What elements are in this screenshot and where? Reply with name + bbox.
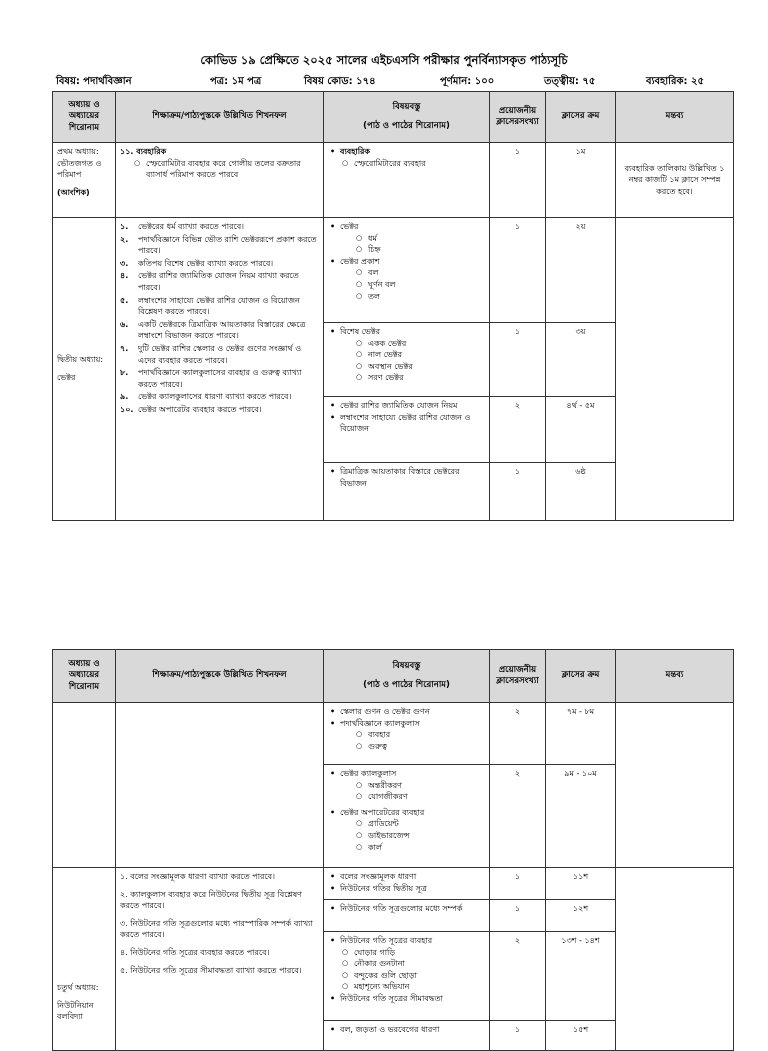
list-item: • বল, জড়তা ও ভরবেগের ধারণা xyxy=(328,1024,485,1036)
list-item: • নিউটনের গতি সূত্রের ব্যবহার xyxy=(328,935,485,947)
class-order: ১১শ xyxy=(546,868,616,900)
class-count: ১ xyxy=(490,323,546,397)
class-count: ১ xyxy=(490,900,546,932)
document-title: কোভিড ১৯ প্রেক্ষিতে ২০২৫ সালের এইচএসসি পরীক্ষার পুনর্বিন্যাসকৃত পাঠ্যসূচি xyxy=(200,53,568,67)
header-class-count-line: প্রয়োজনীয় xyxy=(498,105,537,116)
header-content-line: বিষয়বস্তু xyxy=(392,660,421,671)
chapter-name: চতুর্থ অধ্যায়: xyxy=(57,983,99,993)
list-item: ৯. ভেক্টর ক্যালকুলাসের ধারণা ব্যাখ্যা করতে পারবে। xyxy=(120,392,292,402)
content-cell xyxy=(324,703,490,765)
list-item: • নিউটনের গতি সূত্রের সীমাবদ্ধতা xyxy=(328,993,485,1005)
header-chapter-line: অধ্যায় ও xyxy=(68,99,100,110)
class-count: ১ xyxy=(490,218,546,323)
list-item: • ত্রিমাত্রিক আয়তাকার বিস্তারে ভেক্টরের বিভাজন xyxy=(328,466,485,489)
class-order: ১২শ xyxy=(546,900,616,932)
list-item: ○ ঘূর্ণন বল xyxy=(356,279,485,291)
full-marks-label: পূর্ণমান: ১০০ xyxy=(440,76,495,87)
header-content xyxy=(324,92,490,143)
list-item: ৬. একটি ভেক্টরকে ত্রিমাত্রিক আয়তাকার বিস্তারের ক্ষেত্রে লম্বাংশে বিভাজন করতে পারবে। xyxy=(120,319,306,341)
remark-cell xyxy=(616,218,734,521)
list-item: ○ নাল ভেক্টর xyxy=(356,349,485,361)
list-item: ○ স্ফেরোমিটারের ব্যবহার xyxy=(342,158,485,170)
header-remarks: মন্তব্য xyxy=(616,650,734,703)
table-header-row xyxy=(53,92,734,143)
list-item: ○ ঘোড়ার গাড়ি xyxy=(342,947,485,959)
content-cell xyxy=(324,1021,490,1051)
list-item: ○ গ্রাডিয়েন্ট xyxy=(356,818,485,830)
content-cell xyxy=(324,397,490,463)
list-item: ৩. নিউটনের গতি সূত্রগুলোর মধ্যে পারস্পারিক সম্পর্ক ব্যাখ্যা করতে পারবে। xyxy=(120,918,313,940)
header-content-line: (পাঠ ও পাঠের শিরোনাম) xyxy=(363,121,450,131)
list-item: • নিউটনের গতি সূত্রগুলোর মধ্যে সম্পর্ক xyxy=(328,903,485,915)
chapter-cell xyxy=(53,143,116,218)
list-item: • বিশেষ ভেক্টর xyxy=(328,326,485,338)
header-class-count xyxy=(490,650,546,703)
content-cell xyxy=(324,900,490,932)
list-item: ○ স্ফেরোমিটার ব্যবহার করে গোলীয় তলের বক্রতার ব্যাসার্ধ পরিমাপ করতে পারবে xyxy=(134,158,319,181)
content-cell xyxy=(324,463,490,521)
list-item: • ভেক্টর অপারেটরের ব্যবহার xyxy=(328,807,485,819)
list-item: • ভেক্টর রাশির জ্যামিতিক যোজন নিয়ম xyxy=(328,400,485,412)
list-item: ○ যোগজীকরণ xyxy=(356,791,485,803)
header-outcomes: শিক্ষাক্রম/পাঠ্যপুস্তকে উল্লিখিত শিখনফল xyxy=(116,650,324,703)
list-item: ○ অবস্থান ভেক্টর xyxy=(356,361,485,373)
list-item: ৫. নিউটনের গতি সূত্রের সীমাবদ্ধতা ব্যাখ্যা করতে পারবে। xyxy=(120,965,302,975)
table-header-row xyxy=(53,650,734,703)
header-class-count-line: প্রয়োজনীয় xyxy=(498,664,537,675)
list-item: ○ বল xyxy=(356,267,485,279)
list-item: ○ অন্তরীকরণ xyxy=(356,780,485,792)
class-count: ১ xyxy=(490,1021,546,1051)
list-item: ○ কার্ল xyxy=(356,842,485,854)
chapter-cell xyxy=(53,703,116,868)
syllabus-table-part-2 xyxy=(52,649,734,1051)
practical-marks-label: ব্যবহারিক: ২৫ xyxy=(646,76,705,87)
class-count: ১ xyxy=(490,463,546,521)
chapter-name: নিউটনিয়ান xyxy=(57,1000,94,1010)
class-count: ২ xyxy=(490,397,546,463)
list-item: ○ তল xyxy=(356,291,485,303)
header-class-order: ক্লাসের ক্রম xyxy=(546,650,616,703)
content-cell xyxy=(324,323,490,397)
list-item: ৪. ভেক্টর রাশির জ্যামিতিক যোজন নিয়ম ব্যাখ্যা করতে পারবে। xyxy=(120,271,299,292)
outcomes-cell xyxy=(116,703,324,868)
header-chapter-line: শিরোনাম xyxy=(68,122,100,133)
remark-cell xyxy=(616,703,734,868)
header-class-count-line: ক্লাসেরসংখ্যা xyxy=(496,676,539,686)
header-remarks: মন্তব্য xyxy=(616,92,734,143)
outcomes-cell xyxy=(116,868,324,1051)
chapter-name: প্রথম অধ্যায়: xyxy=(57,147,99,156)
list-item: • পদার্থবিজ্ঞানে ক্যালকুলাস xyxy=(328,718,485,730)
class-count: ২ xyxy=(490,765,546,868)
list-item: ○ বন্দুকের গুলি ছোড়া xyxy=(342,970,485,982)
list-item: ○ ব্যবহার xyxy=(356,729,485,741)
list-item: ○ চিহ্ন xyxy=(356,244,485,256)
outcome-heading: ১১. ব্যবহারিক xyxy=(120,147,167,156)
class-order: ৭ম - ৮ম xyxy=(546,703,616,765)
list-item: ২. পদার্থবিজ্ঞানে বিভিন্ন ভৌত রাশি ভেক্টররূপে প্রকাশ করতে পারবে। xyxy=(120,234,317,256)
class-count: ২ xyxy=(490,932,546,1021)
list-item: ৮. পদার্থবিজ্ঞানে ক্যালকুলাসের ব্যবহার ও গুরুত্ব ব্যাখ্যা করতে পারবে। xyxy=(120,368,302,389)
syllabus-table-part-1 xyxy=(52,91,734,521)
chapter-name: ভৌতজগত ও xyxy=(57,158,102,168)
outcomes-cell xyxy=(116,218,324,521)
table-row xyxy=(53,868,734,900)
chapter-cell xyxy=(53,868,116,1051)
chapter-cell xyxy=(53,218,116,521)
class-order: ১৫শ xyxy=(546,1021,616,1051)
header-chapter xyxy=(53,650,116,703)
table-row xyxy=(53,703,734,765)
header-chapter-line: অধ্যায় ও xyxy=(68,658,100,669)
list-item: ১. ভেক্টরের ধর্ম ব্যাখ্যা করতে পারবে। xyxy=(120,222,245,231)
header-chapter xyxy=(53,92,116,143)
remark-cell: ব্যবহারিক তালিকায় উল্লিখিত ১ নম্বর কাজটি ১ম ক্লাসে সম্পন্ন করতে হবে। xyxy=(616,143,734,218)
class-order: ৯ম - ১০ম xyxy=(546,765,616,868)
class-order: ১৩শ - ১৪শ xyxy=(546,932,616,1021)
class-order: ১ম xyxy=(546,143,616,218)
chapter-name: দ্বিতীয় অধ্যায়: xyxy=(57,355,104,365)
header-content xyxy=(324,650,490,703)
content-cell xyxy=(324,218,490,323)
remark-cell xyxy=(616,868,734,1051)
header-class-count-line: ক্লাসেরসংখ্যা xyxy=(496,117,539,127)
content-cell xyxy=(324,868,490,900)
list-item: • স্কেলার গুণন ও ভেক্টর গুণন xyxy=(328,706,485,718)
list-item: ১. বলের সংজ্ঞামূলক ধারণা ব্যাখ্যা করতে পারবে। xyxy=(120,872,275,881)
list-item: • বলের সংজ্ঞামূলক ধারণা xyxy=(328,871,485,883)
list-item: • ভেক্টর প্রকাশ xyxy=(328,256,485,268)
list-item: • ভেক্টর ক্যালকুলাস xyxy=(328,768,485,780)
chapter-name: ভেক্টর xyxy=(57,373,76,382)
subject-code-label: বিষয় কোড: ১৭৪ xyxy=(304,76,376,87)
header-outcomes: শিক্ষাক্রম/পাঠ্যপুস্তকে উল্লিখিত শিখনফল xyxy=(116,92,324,143)
list-item: • ব্যবহারিক xyxy=(328,146,485,158)
list-item: ৩. কতিপয় বিশেষ ভেক্টর ব্যাখ্যা করতে পারবে। xyxy=(120,258,274,268)
list-item: ৭. দুটি ভেক্টর রাশির স্কেলার ও ভেক্টর গুণের সংজ্ঞার্থ ও এদের ব্যবহার করতে পারবে। xyxy=(120,343,302,365)
chapter-partial-tag: (আংশিক) xyxy=(57,187,90,197)
list-item: ○ একক ভেক্টর xyxy=(356,338,485,350)
class-order: ২য় xyxy=(546,218,616,323)
subject-meta-row xyxy=(56,74,714,88)
list-item: ○ গুরুত্ব xyxy=(356,741,485,753)
content-cell xyxy=(324,765,490,868)
list-item: • নিউটনের গতির দ্বিতীয় সূত্র xyxy=(328,883,485,895)
list-item: • লম্বাংশের সাহায্যে ভেক্টর রাশির যোজন ও বিয়োজন xyxy=(328,412,485,435)
theory-marks-label: তত্ত্বীয়: ৭৫ xyxy=(544,76,596,87)
header-class-order: ক্লাসের ক্রম xyxy=(546,92,616,143)
class-order: ৪র্থ - ৫ম xyxy=(546,397,616,463)
table-row xyxy=(53,143,734,218)
subject-label: বিষয়: পদার্থবিজ্ঞান xyxy=(56,76,132,87)
header-chapter-line: শিরোনাম xyxy=(68,681,100,692)
list-item: ৫. লম্বাংশের সাহায্যে ভেক্টর রাশির যোজন ও বিয়োজন বিশ্লেষণ করতে পারবে। xyxy=(120,295,300,317)
list-item: ○ সরণ ভেক্টর xyxy=(356,372,485,384)
list-item: ○ মহাশূন্যে অভিযান xyxy=(342,981,485,993)
class-count: ২ xyxy=(490,703,546,765)
chapter-name: পরিমাপ xyxy=(57,170,82,180)
list-item: ১০. ভেক্টর অপারেটর ব্যবহার করতে পারবে। xyxy=(120,404,262,414)
chapter-name: বলবিদ্যা xyxy=(57,1012,83,1022)
table-row xyxy=(53,218,734,323)
list-item: ৪. নিউটনের গতি সূত্রের ব্যবহার করতে পারবে। xyxy=(120,947,270,957)
outcomes-cell xyxy=(116,143,324,218)
class-order: ৩য় xyxy=(546,323,616,397)
content-cell xyxy=(324,143,490,218)
class-count: ১ xyxy=(490,143,546,218)
header-content-line: (পাঠ ও পাঠের শিরোনাম) xyxy=(363,680,450,690)
header-chapter-line: অধ্যায়ের xyxy=(68,670,100,681)
header-chapter-line: অধ্যায়ের xyxy=(68,111,100,122)
list-item: ○ নৌকার গুনটানা xyxy=(342,958,485,970)
paper-label: পত্র: ১ম পত্র xyxy=(210,76,262,87)
list-item: ○ ডাইভারজেন্স xyxy=(356,830,485,842)
list-item: ○ ধর্ম xyxy=(356,233,485,245)
class-order: ৬ষ্ঠ xyxy=(546,463,616,521)
list-item: • ভেক্টর xyxy=(328,221,485,233)
class-count: ১ xyxy=(490,868,546,900)
content-cell xyxy=(324,932,490,1021)
header-content-line: বিষয়বস্তু xyxy=(392,101,421,112)
header-class-count xyxy=(490,92,546,143)
list-item: ২. ক্যালকুলাস ব্যবহার করে নিউটনের দ্বিতীয় সূত্র বিশ্লেষণ করতে পারবে। xyxy=(120,889,302,911)
